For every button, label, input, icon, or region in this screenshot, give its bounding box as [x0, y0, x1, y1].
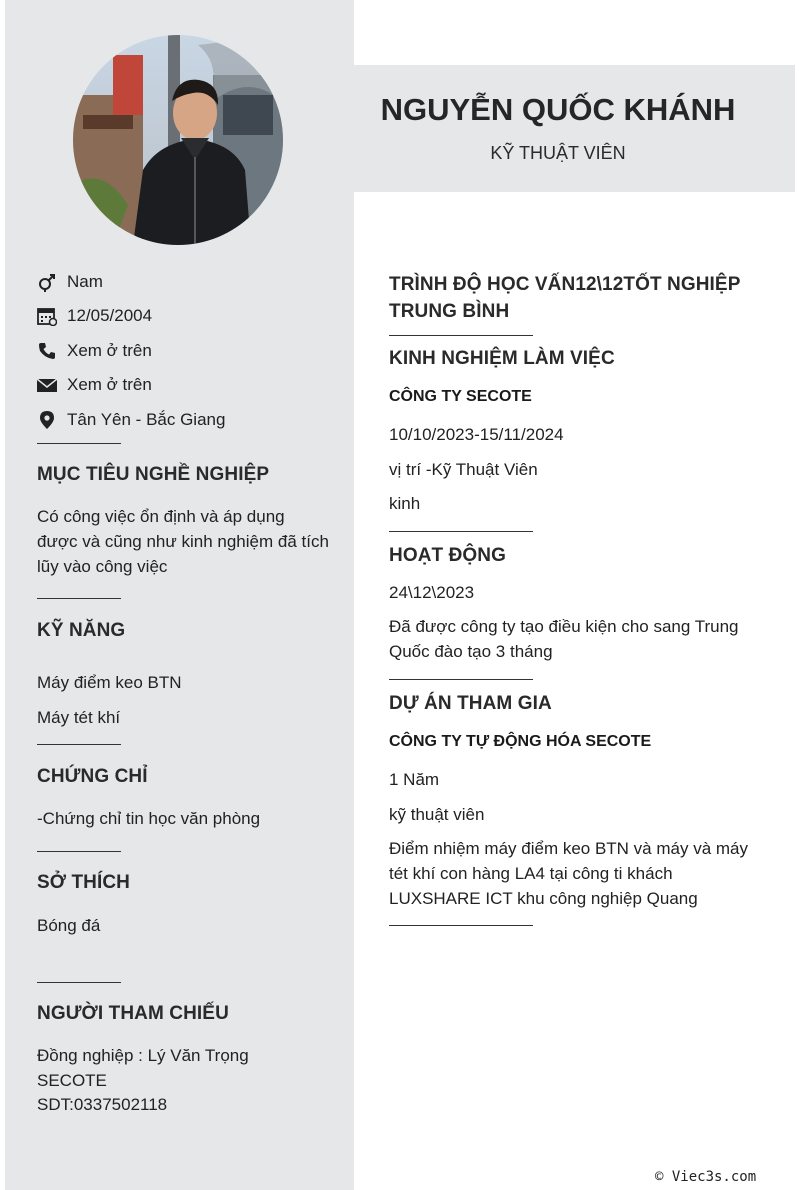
projects-duration: 1 Năm	[389, 770, 440, 789]
info-email	[37, 373, 152, 397]
divider	[37, 598, 121, 599]
skill-item: Máy tét khí	[37, 708, 121, 727]
footer-credit: © Viec3s.com	[655, 1169, 757, 1185]
hobby-item: Bóng đá	[37, 916, 101, 935]
education-title-line: TRÌNH ĐỘ HỌC VẤN12\12TỐT NGHIỆP	[389, 274, 741, 295]
projects-line: LUXSHARE ICT khu công nghiệp Quang	[389, 889, 698, 908]
experience-position: vị trí -Kỹ Thuật Viên	[389, 460, 538, 479]
references-text	[37, 1044, 249, 1118]
calendar-icon	[37, 306, 57, 326]
divider	[37, 982, 121, 983]
info-phone	[37, 339, 152, 363]
info-birthdate	[37, 304, 152, 328]
candidate-name: NGUYỄN QUỐC KHÁNH	[380, 92, 736, 127]
objective-line: lũy vào công việc	[37, 557, 168, 576]
objective-text	[37, 504, 347, 579]
reference-line: Đồng nghiệp : Lý Văn Trọng	[37, 1046, 249, 1065]
objective-line: được và cũng như kinh nghiệm đã tích	[37, 532, 329, 551]
info-address	[37, 408, 225, 432]
objective-line: Có công việc ổn định và áp dụng	[37, 507, 285, 526]
projects-title: DỰ ÁN THAM GIA	[389, 693, 552, 714]
experience-title: KINH NGHIỆM LÀM VIỆC	[389, 348, 615, 369]
profile-photo	[73, 35, 283, 245]
skills-title: KỸ NĂNG	[37, 620, 126, 641]
projects-line: Điểm nhiệm máy điểm keo BTN và máy và máy	[389, 839, 748, 858]
projects-role: kỹ thuật viên	[389, 805, 485, 824]
activities-date: 24\12\2023	[389, 583, 475, 602]
email-value: Xem ở trên	[67, 375, 152, 394]
divider	[389, 531, 533, 532]
divider	[37, 851, 121, 852]
objective-title: MỤC TIÊU NGHỀ NGHIỆP	[37, 464, 270, 485]
experience-note: kinh	[389, 494, 421, 513]
mail-icon	[37, 375, 57, 395]
projects-text	[389, 836, 794, 911]
experience-company: CÔNG TY SECOTE	[389, 388, 532, 405]
certificate-item: -Chứng chỉ tin học văn phòng	[37, 809, 261, 828]
education-title-line: TRUNG BÌNH	[389, 301, 510, 322]
gender-value: Nam	[67, 272, 103, 291]
gender-icon	[37, 272, 57, 292]
job-title: KỸ THUẬT VIÊN	[490, 143, 626, 163]
activities-title: HOẠT ĐỘNG	[389, 545, 507, 566]
location-pin-icon	[37, 410, 57, 430]
divider	[389, 679, 533, 680]
activities-line: Đã được công ty tạo điều kiện cho sang Trung	[389, 617, 739, 636]
info-gender	[37, 270, 103, 294]
divider	[389, 335, 533, 336]
phone-value: Xem ở trên	[67, 341, 152, 360]
projects-line: tét khí con hàng LA4 tại công ti khách	[389, 864, 673, 883]
header-band	[354, 65, 795, 192]
divider	[37, 443, 121, 444]
reference-line: SDT:0337502118	[37, 1095, 168, 1114]
divider	[389, 925, 533, 926]
projects-company: CÔNG TY TỰ ĐỘNG HÓA SECOTE	[389, 733, 652, 750]
skill-item: Máy điểm keo BTN	[37, 673, 182, 692]
address-value: Tân Yên - Bắc Giang	[67, 410, 226, 429]
certificates-title: CHỨNG CHỈ	[37, 766, 148, 787]
education-title	[389, 271, 769, 325]
activities-text	[389, 614, 789, 664]
divider	[37, 744, 121, 745]
reference-line: SECOTE	[37, 1070, 107, 1090]
phone-icon	[37, 341, 57, 361]
birthdate-value: 12/05/2004	[67, 306, 153, 325]
activities-line: Quốc đào tạo 3 tháng	[389, 642, 553, 661]
references-title: NGƯỜI THAM CHIẾU	[37, 1003, 229, 1024]
experience-period: 10/10/2023-15/11/2024	[389, 425, 564, 444]
hobbies-title: SỞ THÍCH	[37, 872, 131, 893]
